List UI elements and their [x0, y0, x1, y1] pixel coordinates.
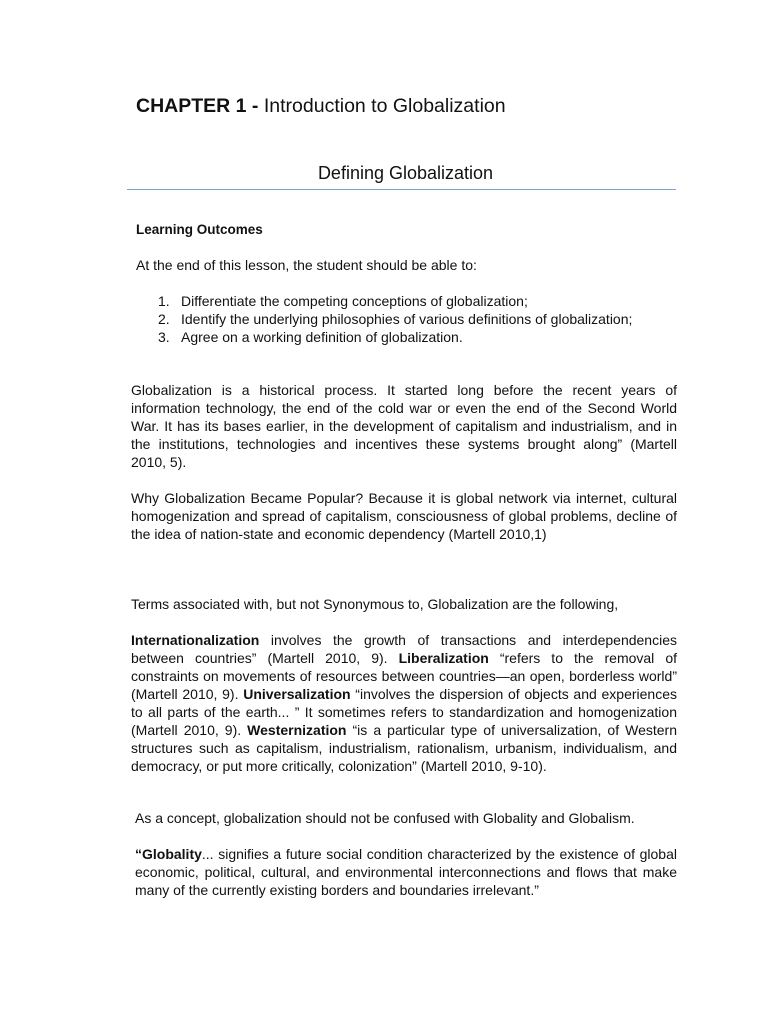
- definition-internationalization: involves the growth of transactions and interdependencies between countries” (Martell 2010, 9).: [131, 632, 677, 666]
- definition-liberalization: “refers to the removal of constraints on movements of resources between countries—an open, borderless world” (Martell 2010, 9).: [131, 650, 677, 702]
- term-globality: “Globality: [135, 846, 202, 862]
- list-item-number: 3.: [158, 329, 170, 345]
- list-item-text: Differentiate the competing conceptions of globalization;: [181, 293, 528, 309]
- list-item: [158, 328, 632, 346]
- list-item: [158, 292, 632, 310]
- section-title: Defining Globalization: [317, 163, 494, 183]
- paragraph-text: [131, 631, 677, 775]
- term-universalization: Universalization: [243, 686, 351, 702]
- term-westernization: Westernization: [247, 722, 347, 738]
- paragraph-text: Globalization is a historical process. It started long before the recent years of information technology, the end of the cold war or even the end of the Second World War. It has its bases earlier, in the development of capitalism and industrialism, and in the institutions, technologies and incentives these systems brought along” (Martell 2010, 5).: [131, 382, 677, 470]
- term-liberalization: Liberalization: [398, 650, 489, 666]
- paragraph-text: As a concept, globalization should not be confused with Globality and Globalism.: [135, 810, 635, 826]
- list-item-number: 2.: [158, 311, 170, 327]
- paragraph-text: Terms associated with, but not Synonymous to, Globalization are the following,: [131, 596, 619, 612]
- definition-westernization: “is a particular type of universalization, of Western structures such as capitalism, industrialism, rationalism, urbanism, individualism, and democracy, or put more critically, colonization” (Martell 2010, 9-10).: [131, 722, 678, 774]
- globality-paragraph: [135, 845, 677, 899]
- paragraph-text: [135, 845, 677, 899]
- terms-intro-paragraph: [131, 595, 677, 613]
- chapter-number: CHAPTER 1 -: [136, 95, 259, 117]
- learning-outcomes-list: [158, 292, 632, 346]
- list-item-text: Agree on a working definition of globalization.: [181, 329, 463, 345]
- section-divider: [127, 189, 676, 190]
- list-item-text: Identify the underlying philosophies of various definitions of globalization;: [181, 311, 633, 327]
- list-item: [158, 310, 632, 328]
- historical-process-paragraph: [131, 381, 677, 471]
- definition-globality: ... signifies a future social condition characterized by the existence of global economic, political, cultural, and environmental interconnections and flows that make many of the currently existing borders and boundaries irrelevant.”: [135, 846, 677, 898]
- learning-outcomes-heading: Learning Outcomes: [136, 222, 263, 237]
- chapter-heading: [136, 93, 506, 119]
- term-internationalization: Internationalization: [131, 632, 260, 648]
- list-item-number: 1.: [158, 293, 170, 309]
- learning-outcomes-intro: At the end of this lesson, the student should be able to:: [136, 257, 477, 273]
- concept-paragraph: [135, 809, 677, 827]
- chapter-title: Introduction to Globalization: [263, 95, 506, 117]
- terms-definitions-paragraph: [131, 631, 677, 775]
- why-popular-paragraph: [131, 489, 677, 543]
- paragraph-text: Why Globalization Became Popular? Because it is global network via internet, cultural homogenization and spread of capitalism, consciousness of global problems, decline of the idea of nation-state and economic dependency (Martell 2010,1): [131, 490, 677, 542]
- definition-universalization: “involves the dispersion of objects and experiences to all parts of the earth... ” It sometimes refers to standardization and homogenization (Martell 2010, 9).: [131, 686, 677, 738]
